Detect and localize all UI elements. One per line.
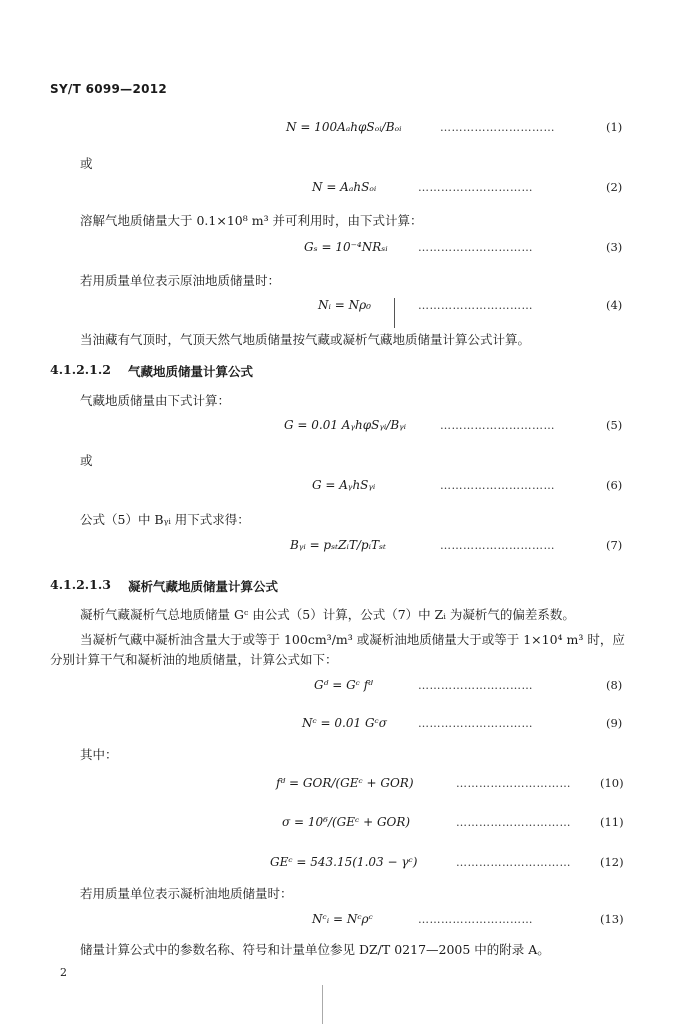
- standard-code-header: SY/T 6099—2012: [50, 82, 168, 96]
- equation-number-9: (9): [606, 716, 623, 730]
- formula-4: Nᵢ = Nρ₀: [318, 298, 371, 312]
- formula-10: fᵈ = GOR/(GEᶜ + GOR): [276, 776, 414, 790]
- leader-dots: …………………………: [418, 717, 533, 730]
- leader-dots: …………………………: [418, 241, 533, 254]
- equation-number-13: (13): [600, 912, 624, 926]
- formula-5: G = 0.01 AᵧhφSᵧᵢ/Bᵧᵢ: [284, 418, 407, 432]
- leader-dots: …………………………: [440, 419, 555, 432]
- leader-dots: …………………………: [418, 679, 533, 692]
- leader-dots: …………………………: [418, 299, 533, 312]
- formula-2: N = AₐhSₒᵢ: [312, 180, 377, 194]
- formula-6: G = AᵧhSᵧᵢ: [312, 478, 376, 492]
- formula-13: Nᶜᵢ = Nᶜρᶜ: [312, 912, 373, 926]
- leader-dots: …………………………: [456, 856, 571, 869]
- paragraph-condensate-condition: 当凝析气藏中凝析油含量大于或等于 100cm³/m³ 或凝析油地质储量大于或等于 1×10⁴ m³ 时，应: [80, 632, 625, 647]
- text-or: 或: [80, 453, 93, 468]
- equation-number-3: (3): [606, 240, 623, 254]
- paragraph-dissolved-gas: 溶解气地质储量大于 0.1×10⁸ m³ 并可利用时，由下式计算：: [80, 213, 423, 228]
- formula-8: Gᵈ = Gᶜ fᵈ: [314, 678, 373, 692]
- paragraph-gas-reservoir: 气藏地质储量由下式计算：: [80, 393, 231, 408]
- section-number: 4.1.2.1.2: [50, 362, 111, 377]
- paragraph-condensate-mass: 若用质量单位表示凝析油地质储量时：: [80, 886, 293, 901]
- scan-artifact-line: [394, 298, 395, 328]
- scan-artifact-line: [322, 985, 323, 1024]
- leader-dots: …………………………: [440, 121, 555, 134]
- equation-number-10: (10): [600, 776, 624, 790]
- equation-number-12: (12): [600, 855, 624, 869]
- text-or: 或: [80, 156, 93, 171]
- equation-number-1: (1): [606, 120, 623, 134]
- page-number: 2: [60, 966, 67, 979]
- section-number: 4.1.2.1.3: [50, 577, 111, 592]
- paragraph-bgi: 公式（5）中 Bᵧᵢ 用下式求得：: [80, 512, 250, 527]
- text-where: 其中：: [80, 747, 118, 762]
- leader-dots: …………………………: [418, 181, 533, 194]
- leader-dots: …………………………: [418, 913, 533, 926]
- leader-dots: …………………………: [456, 777, 571, 790]
- section-heading: 凝析气藏地质储量计算公式: [128, 579, 279, 594]
- equation-number-7: (7): [606, 538, 623, 552]
- formula-7: Bᵧᵢ = pₛₜZᵢT/pᵢTₛₜ: [290, 538, 387, 552]
- paragraph-gas-cap: 当油藏有气顶时，气顶天然气地质储量按气藏或凝析气藏地质储量计算公式计算。: [80, 332, 531, 347]
- paragraph-condensate-condition-cont: 分别计算干气和凝析油的地质储量，计算公式如下：: [50, 652, 338, 667]
- paragraph-reference: 储量计算公式中的参数名称、符号和计量单位参见 DZ/T 0217—2005 中的附录 A。: [80, 942, 550, 957]
- formula-12: GEᶜ = 543.15(1.03 − γᶜ): [270, 855, 418, 869]
- paragraph-condensate-total: 凝析气藏凝析气总地质储量 Gᶜ 由公式（5）计算，公式（7）中 Zᵢ 为凝析气的偏差系数。: [80, 607, 575, 622]
- formula-11: σ = 10⁶/(GEᶜ + GOR): [282, 815, 411, 829]
- section-heading: 气藏地质储量计算公式: [128, 364, 254, 379]
- leader-dots: …………………………: [456, 816, 571, 829]
- paragraph-oil-mass: 若用质量单位表示原油地质储量时：: [80, 273, 281, 288]
- equation-number-2: (2): [606, 180, 623, 194]
- equation-number-5: (5): [606, 418, 623, 432]
- equation-number-4: (4): [606, 298, 623, 312]
- formula-1: N = 100AₐhφSₒᵢ/Bₒᵢ: [286, 120, 402, 134]
- equation-number-8: (8): [606, 678, 623, 692]
- equation-number-11: (11): [600, 815, 624, 829]
- formula-3: Gₛ = 10⁻⁴NRₛᵢ: [304, 240, 388, 254]
- leader-dots: …………………………: [440, 479, 555, 492]
- formula-9: Nᶜ = 0.01 Gᶜσ: [302, 716, 387, 730]
- leader-dots: …………………………: [440, 539, 555, 552]
- equation-number-6: (6): [606, 478, 623, 492]
